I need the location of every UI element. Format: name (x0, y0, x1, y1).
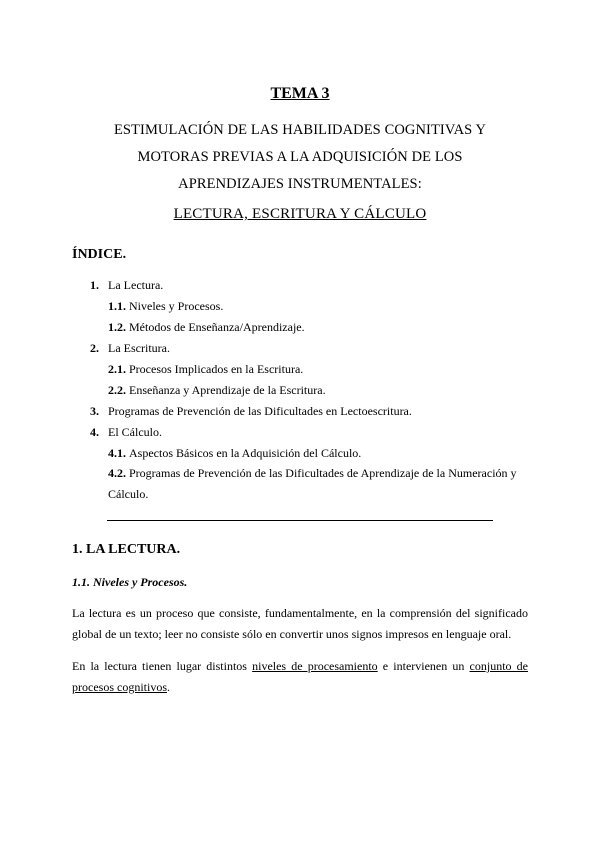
title-line-2: MOTORAS PREVIAS A LA ADQUISICIÓN DE LOS (137, 149, 463, 165)
document-title (60, 117, 540, 198)
section-heading: 1. LA LECTURA. (72, 542, 181, 557)
toc-text: Aspectos Básicos en la Adquisición del Cálculo. (129, 446, 362, 460)
subsection-heading: 1.1. Niveles y Procesos. (72, 575, 188, 589)
index-heading: ÍNDICE. (72, 247, 127, 262)
underlined-term: niveles de procesamiento (252, 659, 378, 673)
paragraph-text: e intervienen un (377, 659, 470, 673)
toc-item (108, 299, 223, 314)
paragraph (72, 656, 528, 698)
toc-text: El Cálculo. (108, 425, 162, 439)
toc-number: 1.2. (108, 320, 126, 334)
toc-number: 2.1. (108, 362, 126, 376)
toc-text: Programas de Prevención de las Dificultades de Aprendizaje de la Numeración y Cálculo. (108, 466, 517, 501)
toc-number: 1.1. (108, 299, 126, 313)
toc-item (108, 463, 532, 505)
toc-item (108, 362, 303, 377)
toc-text: La Lectura. (108, 278, 164, 292)
title-line-1: ESTIMULACIÓN DE LAS HABILIDADES COGNITIVAS Y (113, 122, 487, 138)
toc-text: Métodos de Enseñanza/Aprendizaje. (129, 320, 305, 334)
toc-item (108, 383, 326, 398)
toc-text: Enseñanza y Aprendizaje de la Escritura. (129, 383, 326, 397)
toc-item (108, 320, 305, 335)
toc-text: La Escritura. (108, 341, 170, 355)
paragraph-text: En la lectura tienen lugar distintos (72, 659, 253, 673)
toc-number: 1. (90, 278, 99, 292)
underlined-term: conjunto de procesos cognitivos (72, 659, 528, 694)
toc-item (72, 341, 170, 356)
title-line-3: APRENDIZAJES INSTRUMENTALES: (178, 176, 422, 192)
paragraph: La lectura es un proceso que consiste, fundamentalmente, en la comprensión del significado global de un texto; leer no consiste sólo en convertir unos signos impresos en lenguaje oral. (72, 606, 528, 641)
tema-heading: TEMA 3 (270, 85, 330, 102)
toc-text: Niveles y Procesos. (129, 299, 224, 313)
toc-number: 4.2. (108, 466, 126, 480)
toc-item (72, 404, 412, 419)
toc-item (108, 446, 361, 461)
horizontal-divider (107, 520, 493, 521)
toc-item (72, 278, 163, 293)
toc-number: 4.1. (108, 446, 126, 460)
toc-number: 2. (90, 341, 99, 355)
document-subtitle: LECTURA, ESCRITURA Y CÁLCULO (173, 206, 427, 222)
toc-text: Programas de Prevención de las Dificultades en Lectoescritura. (108, 404, 412, 418)
toc-number: 3. (90, 404, 99, 418)
toc-item (72, 425, 162, 440)
toc-text: Procesos Implicados en la Escritura. (129, 362, 304, 376)
toc-number: 4. (90, 425, 99, 439)
paragraph-text: . (167, 680, 170, 694)
toc-number: 2.2. (108, 383, 126, 397)
